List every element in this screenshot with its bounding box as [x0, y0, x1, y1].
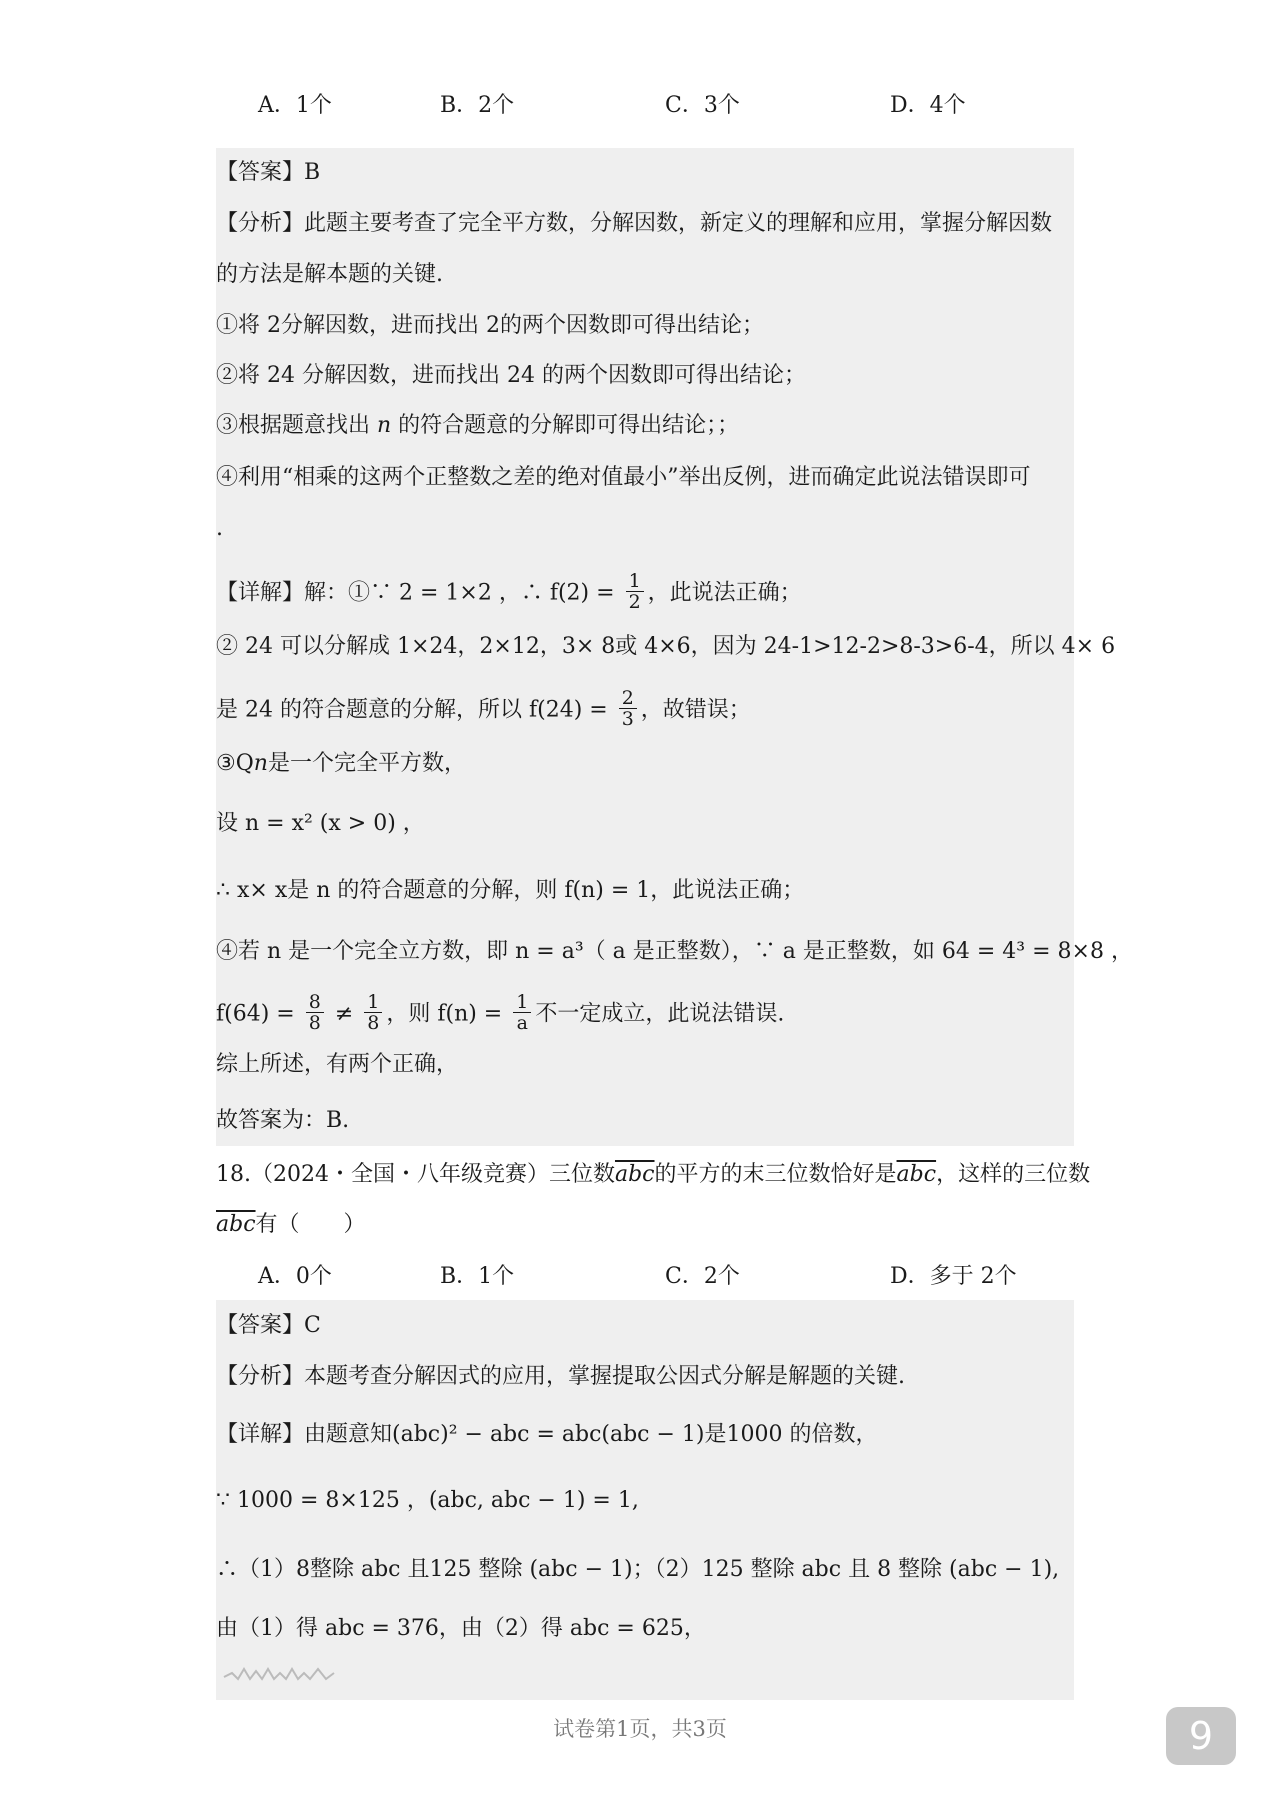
q18-detail-3: ∴（1）8整除 abc 且125 整除 (abc − 1)；（2）125 整除 abc 且 8 整除 (abc − 1), [216, 1557, 1060, 1582]
q17-detail-3a: ③Qn是一个完全平方数， [216, 751, 466, 776]
q17-summary: 综上所述，有两个正确， [216, 1052, 459, 1077]
q18-analysis: 【分析】本题考查分解因式的应用，掌握提取公因式分解是解题的关键. [216, 1364, 905, 1389]
q18-option-a: A．0个 [258, 1264, 332, 1289]
q18-detail-2: ∵ 1000 = 8×125 ，(abc, abc − 1) = 1, [216, 1488, 639, 1513]
q17-step-4-tail: . [216, 516, 223, 541]
q17-analysis-line-2: 的方法是解本题的关键. [216, 262, 443, 287]
q17-detail-3c: ∴ x× x是 n 的符合题意的分解，则 f(n) = 1，此说法正确； [216, 878, 805, 903]
page-number-badge[interactable]: 9 [1166, 1707, 1236, 1765]
q17-detail-2b: 是 24 的符合题意的分解，所以 f(24) = $\frac{2}{3}$ ，故错误； [216, 687, 751, 730]
q17-answer: 【答案】B [216, 160, 321, 185]
fraction-1-2: $\frac{1}{2}$ [626, 571, 644, 612]
cut-off-text-scribble [222, 1663, 342, 1685]
q17-step-3: ③根据题意找出 n 的符合题意的分解即可得出结论；； [216, 413, 740, 438]
q17-step-4: ④利用“相乘的这两个正整数之差的绝对值最小”举出反例，进而确定此说法错误即可 [216, 465, 1031, 490]
fraction-8-8: $\frac{8}{8}$ [306, 992, 324, 1033]
q17-analysis-line-1: 【分析】此题主要考查了完全平方数，分解因数，新定义的理解和应用，掌握分解因数 [216, 211, 1053, 236]
q18-option-c: C．2个 [665, 1264, 740, 1289]
q17-detail-4a: ④若 n 是一个完全立方数，即 n = a³（ a 是正整数），∵ a 是正整数，如 64 = 4³ = 8×8 ， [216, 939, 1133, 964]
q17-option-c: C．3个 [665, 93, 740, 118]
q17-detail-1: 【详解】解：①∵ 2 = 1×2 ，∴ f(2) = $\frac{1}{2}$ ，此说法正确； [216, 570, 802, 613]
q18-detail-1: 【详解】由题意知(abc)² − abc = abc(abc − 1)是1000 的倍数， [216, 1422, 878, 1447]
fraction-1-a: $\frac{1}{a}$ [513, 992, 531, 1033]
page-footer: 试卷第1页，共3页 [553, 1717, 727, 1741]
q17-detail-2a: ② 24 可以分解成 1×24，2×12，3× 8或 4×6，因为 24-1>12-2>8-3>6-4，所以 4× 6 [216, 634, 1116, 659]
q17-step-1: ①将 2分解因数，进而找出 2的两个因数即可得出结论； [216, 313, 764, 338]
q17-option-a: A．1个 [258, 93, 332, 118]
q18-detail-4: 由（1）得 abc = 376，由（2）得 abc = 625， [216, 1616, 706, 1641]
fraction-1-8: $\frac{1}{8}$ [364, 992, 382, 1033]
q18-option-d: D．多于 2个 [890, 1264, 1017, 1289]
q17-option-d: D．4个 [890, 93, 966, 118]
q17-step-2: ②将 24 分解因数，进而找出 24 的两个因数即可得出结论； [216, 363, 806, 388]
q18-option-b: B．1个 [440, 1264, 515, 1289]
q17-detail-3b: 设 n = x² (x > 0) ， [216, 811, 425, 836]
q18-stem-line-1: 18.（2024・全国・八年级竞赛）三位数$\overline{abc}$的平方的末三位数恰好是$\overline{abc}$，这样的三位数 [216, 1162, 1091, 1187]
q18-answer: 【答案】C [216, 1313, 321, 1338]
q18-stem-line-2: $\overline{abc}$有（ ） [216, 1212, 366, 1237]
q17-final-answer: 故答案为：B. [216, 1108, 350, 1133]
q17-detail-4b: f(64) = $\frac{8}{8}$ ≠ $\frac{1}{8}$ ，则 f(n) = $\frac{1}{a}$ 不一定成立，此说法错误. [216, 991, 785, 1034]
fraction-2-3: $\frac{2}{3}$ [619, 688, 637, 729]
q17-option-b: B．2个 [440, 93, 515, 118]
